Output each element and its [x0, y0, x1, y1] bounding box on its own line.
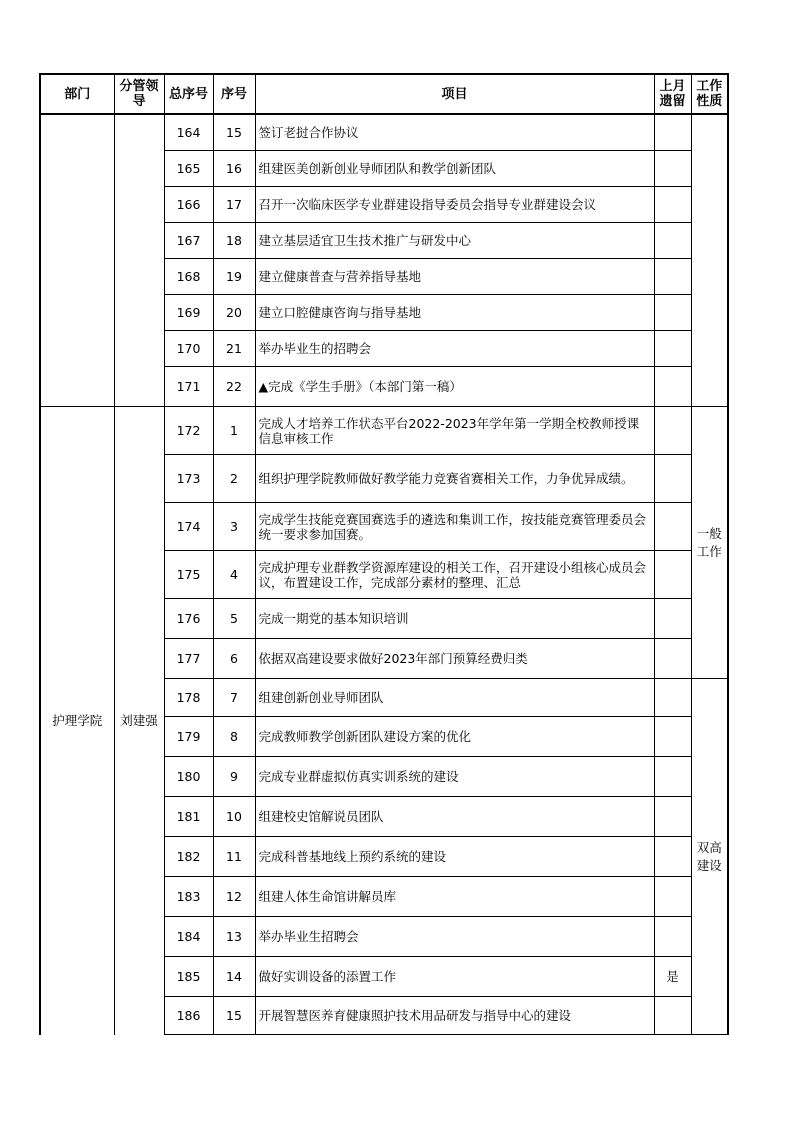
carryover-cell: [654, 331, 691, 367]
total-no-cell: 169: [164, 295, 213, 331]
carryover-cell: [654, 503, 691, 551]
header-row: [40, 74, 728, 114]
item-cell: 完成人才培养工作状态平台2022-2023年学年第一学期全校教师授课信息审核工作: [255, 407, 654, 455]
seq-no-cell: 8: [213, 717, 255, 757]
header-nature: 工作性质: [691, 74, 728, 114]
total-no-cell: 185: [164, 957, 213, 997]
carryover-cell: [654, 259, 691, 295]
item-cell: 完成护理专业群教学资源库建设的相关工作，召开建设小组核心成员会议，布置建设工作，完成部分素材的整理、汇总: [255, 551, 654, 599]
carryover-cell: [654, 599, 691, 639]
item-cell: ▲完成《学生手册》（本部门第一稿）: [255, 367, 654, 407]
seq-no-cell: 15: [213, 114, 255, 151]
carryover-cell: [654, 187, 691, 223]
header-seq-no: 序号: [213, 74, 255, 114]
seq-no-cell: 4: [213, 551, 255, 599]
carryover-cell: [654, 114, 691, 151]
item-cell: 组建校史馆解说员团队: [255, 797, 654, 837]
seq-no-cell: 12: [213, 877, 255, 917]
item-cell: 完成一期党的基本知识培训: [255, 599, 654, 639]
carryover-cell: [654, 757, 691, 797]
item-cell: 完成科普基地线上预约系统的建设: [255, 837, 654, 877]
seq-no-cell: 19: [213, 259, 255, 295]
nature-cell-general: 一般工作: [691, 407, 728, 679]
seq-no-cell: 1: [213, 407, 255, 455]
carryover-cell: [654, 917, 691, 957]
carryover-cell: 是: [654, 957, 691, 997]
table-row: [40, 407, 728, 455]
seq-no-cell: 22: [213, 367, 255, 407]
total-no-cell: 177: [164, 639, 213, 679]
seq-no-cell: 13: [213, 917, 255, 957]
total-no-cell: 186: [164, 997, 213, 1035]
total-no-cell: 165: [164, 151, 213, 187]
nature-cell: [691, 114, 728, 407]
seq-no-cell: 20: [213, 295, 255, 331]
carryover-cell: [654, 837, 691, 877]
total-no-cell: 182: [164, 837, 213, 877]
total-no-cell: 171: [164, 367, 213, 407]
item-cell: 签订老挝合作协议: [255, 114, 654, 151]
carryover-cell: [654, 679, 691, 717]
seq-no-cell: 21: [213, 331, 255, 367]
seq-no-cell: 15: [213, 997, 255, 1035]
seq-no-cell: 10: [213, 797, 255, 837]
total-no-cell: 183: [164, 877, 213, 917]
work-plan-table: [39, 73, 729, 1035]
carryover-cell: [654, 551, 691, 599]
dept-cell: [40, 114, 114, 407]
item-cell: 举办毕业生的招聘会: [255, 331, 654, 367]
seq-no-cell: 9: [213, 757, 255, 797]
header-leader: 分管领导: [114, 74, 164, 114]
item-cell: 完成教师教学创新团队建设方案的优化: [255, 717, 654, 757]
item-cell: 做好实训设备的添置工作: [255, 957, 654, 997]
total-no-cell: 168: [164, 259, 213, 295]
total-no-cell: 180: [164, 757, 213, 797]
total-no-cell: 184: [164, 917, 213, 957]
total-no-cell: 170: [164, 331, 213, 367]
item-cell: 开展智慧医养育健康照护技术用品研发与指导中心的建设: [255, 997, 654, 1035]
total-no-cell: 178: [164, 679, 213, 717]
item-cell: 建立口腔健康咨询与指导基地: [255, 295, 654, 331]
total-no-cell: 164: [164, 114, 213, 151]
seq-no-cell: 2: [213, 455, 255, 503]
item-cell: 组建创新创业导师团队: [255, 679, 654, 717]
item-cell: 建立健康普查与营养指导基地: [255, 259, 654, 295]
carryover-cell: [654, 877, 691, 917]
nature-cell-double-high: 双高建设: [691, 679, 728, 1035]
item-cell: 完成专业群虚拟仿真实训系统的建设: [255, 757, 654, 797]
carryover-cell: [654, 639, 691, 679]
total-no-cell: 181: [164, 797, 213, 837]
item-cell: 组织护理学院教师做好教学能力竞赛省赛相关工作，力争优异成绩。: [255, 455, 654, 503]
seq-no-cell: 5: [213, 599, 255, 639]
total-no-cell: 179: [164, 717, 213, 757]
seq-no-cell: 7: [213, 679, 255, 717]
item-cell: 完成学生技能竞赛国赛选手的遴选和集训工作，按技能竞赛管理委员会统一要求参加国赛。: [255, 503, 654, 551]
carryover-cell: [654, 295, 691, 331]
seq-no-cell: 3: [213, 503, 255, 551]
total-no-cell: 167: [164, 223, 213, 259]
carryover-cell: [654, 367, 691, 407]
seq-no-cell: 18: [213, 223, 255, 259]
item-cell: 组建人体生命馆讲解员库: [255, 877, 654, 917]
leader-cell: 刘建强: [114, 407, 164, 1035]
carryover-cell: [654, 407, 691, 455]
table-row: [40, 114, 728, 151]
header-total-no: 总序号: [164, 74, 213, 114]
header-carryover: 上月遗留: [654, 74, 691, 114]
total-no-cell: 173: [164, 455, 213, 503]
seq-no-cell: 11: [213, 837, 255, 877]
dept-cell: 护理学院: [40, 407, 114, 1035]
seq-no-cell: 16: [213, 151, 255, 187]
total-no-cell: 172: [164, 407, 213, 455]
carryover-cell: [654, 151, 691, 187]
item-cell: 组建医美创新创业导师团队和教学创新团队: [255, 151, 654, 187]
carryover-cell: [654, 797, 691, 837]
total-no-cell: 175: [164, 551, 213, 599]
item-cell: 召开一次临床医学专业群建设指导委员会指导专业群建设会议: [255, 187, 654, 223]
leader-cell: [114, 114, 164, 407]
carryover-cell: [654, 997, 691, 1035]
seq-no-cell: 17: [213, 187, 255, 223]
item-cell: 举办毕业生招聘会: [255, 917, 654, 957]
carryover-cell: [654, 223, 691, 259]
carryover-cell: [654, 455, 691, 503]
seq-no-cell: 14: [213, 957, 255, 997]
item-cell: 依据双高建设要求做好2023年部门预算经费归类: [255, 639, 654, 679]
item-cell: 建立基层适宜卫生技术推广与研发中心: [255, 223, 654, 259]
total-no-cell: 166: [164, 187, 213, 223]
seq-no-cell: 6: [213, 639, 255, 679]
carryover-cell: [654, 717, 691, 757]
header-dept: 部门: [40, 74, 114, 114]
total-no-cell: 176: [164, 599, 213, 639]
total-no-cell: 174: [164, 503, 213, 551]
header-item: 项目: [255, 74, 654, 114]
